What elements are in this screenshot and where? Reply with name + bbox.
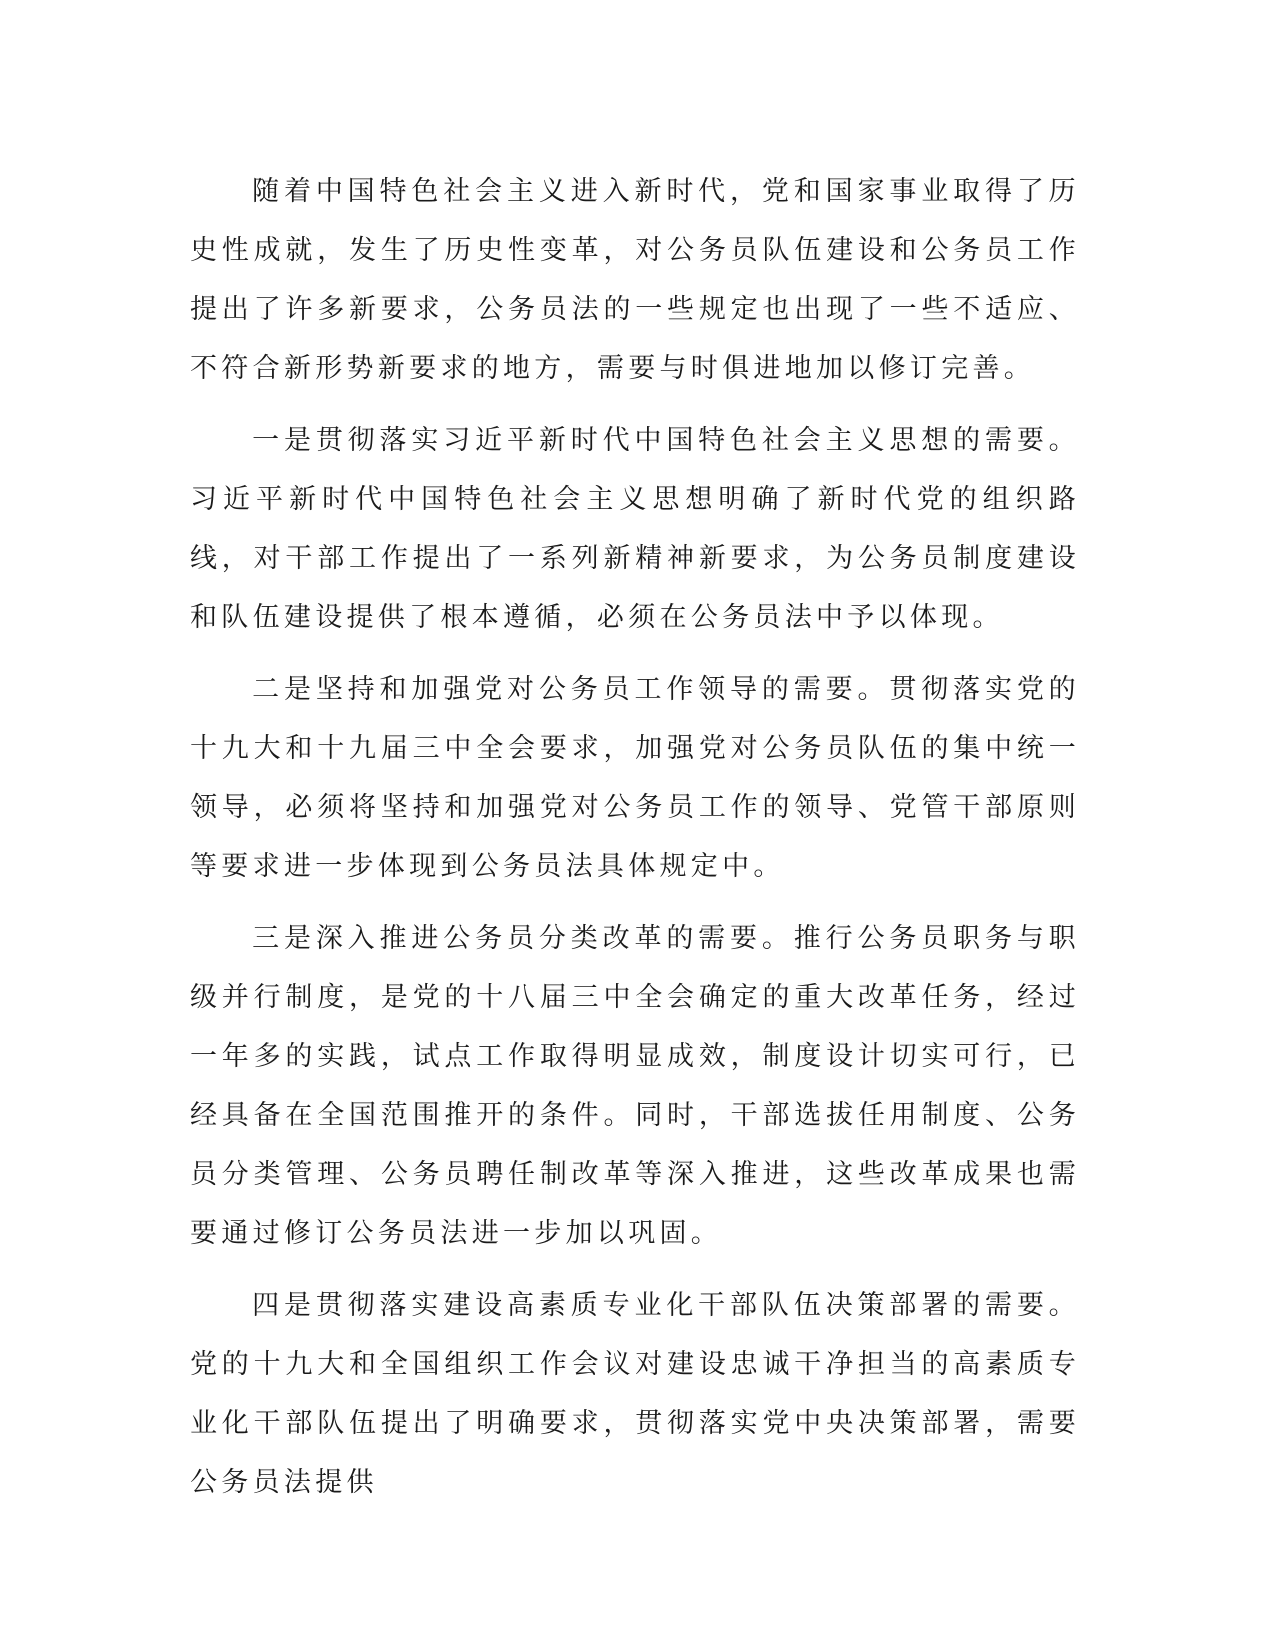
paragraph-point-two: 二是坚持和加强党对公务员工作领导的需要。贯彻落实党的十九大和十九届三中全会要求，加强党对公务员队伍的集中统一领导，必须将坚持和加强党对公务员工作的领导、党管干部原则等要求进一步体现到公务员法具体规定中。 [190, 674, 1080, 882]
paragraph-point-four: 四是贯彻落实建设高素质专业化干部队伍决策部署的需要。党的十九大和全国组织工作会议对建设忠诚干净担当的高素质专业化干部队伍提出了明确要求，贯彻落实党中央决策部署，需要公务员法提供 [190, 1290, 1080, 1498]
paragraph-point-three: 三是深入推进公务员分类改革的需要。推行公务员职务与职级并行制度，是党的十八届三中全会确定的重大改革任务，经过一年多的实践，试点工作取得明显成效，制度设计切实可行，已经具备在全国范围推开的条件。同时，干部选拔任用制度、公务员分类管理、公务员聘任制改革等深入推进，这些改革成果也需要通过修订公务员法进一步加以巩固。 [190, 923, 1080, 1249]
document-body [190, 162, 1080, 1512]
paragraph-intro: 随着中国特色社会主义进入新时代，党和国家事业取得了历史性成就，发生了历史性变革，对公务员队伍建设和公务员工作提出了许多新要求，公务员法的一些规定也出现了一些不适应、不符合新形势新要求的地方，需要与时俱进地加以修订完善。 [190, 176, 1080, 384]
paragraph-point-one: 一是贯彻落实习近平新时代中国特色社会主义思想的需要。习近平新时代中国特色社会主义思想明确了新时代党的组织路线，对干部工作提出了一系列新精神新要求，为公务员制度建设和队伍建设提供了根本遵循，必须在公务员法中予以体现。 [190, 425, 1080, 633]
